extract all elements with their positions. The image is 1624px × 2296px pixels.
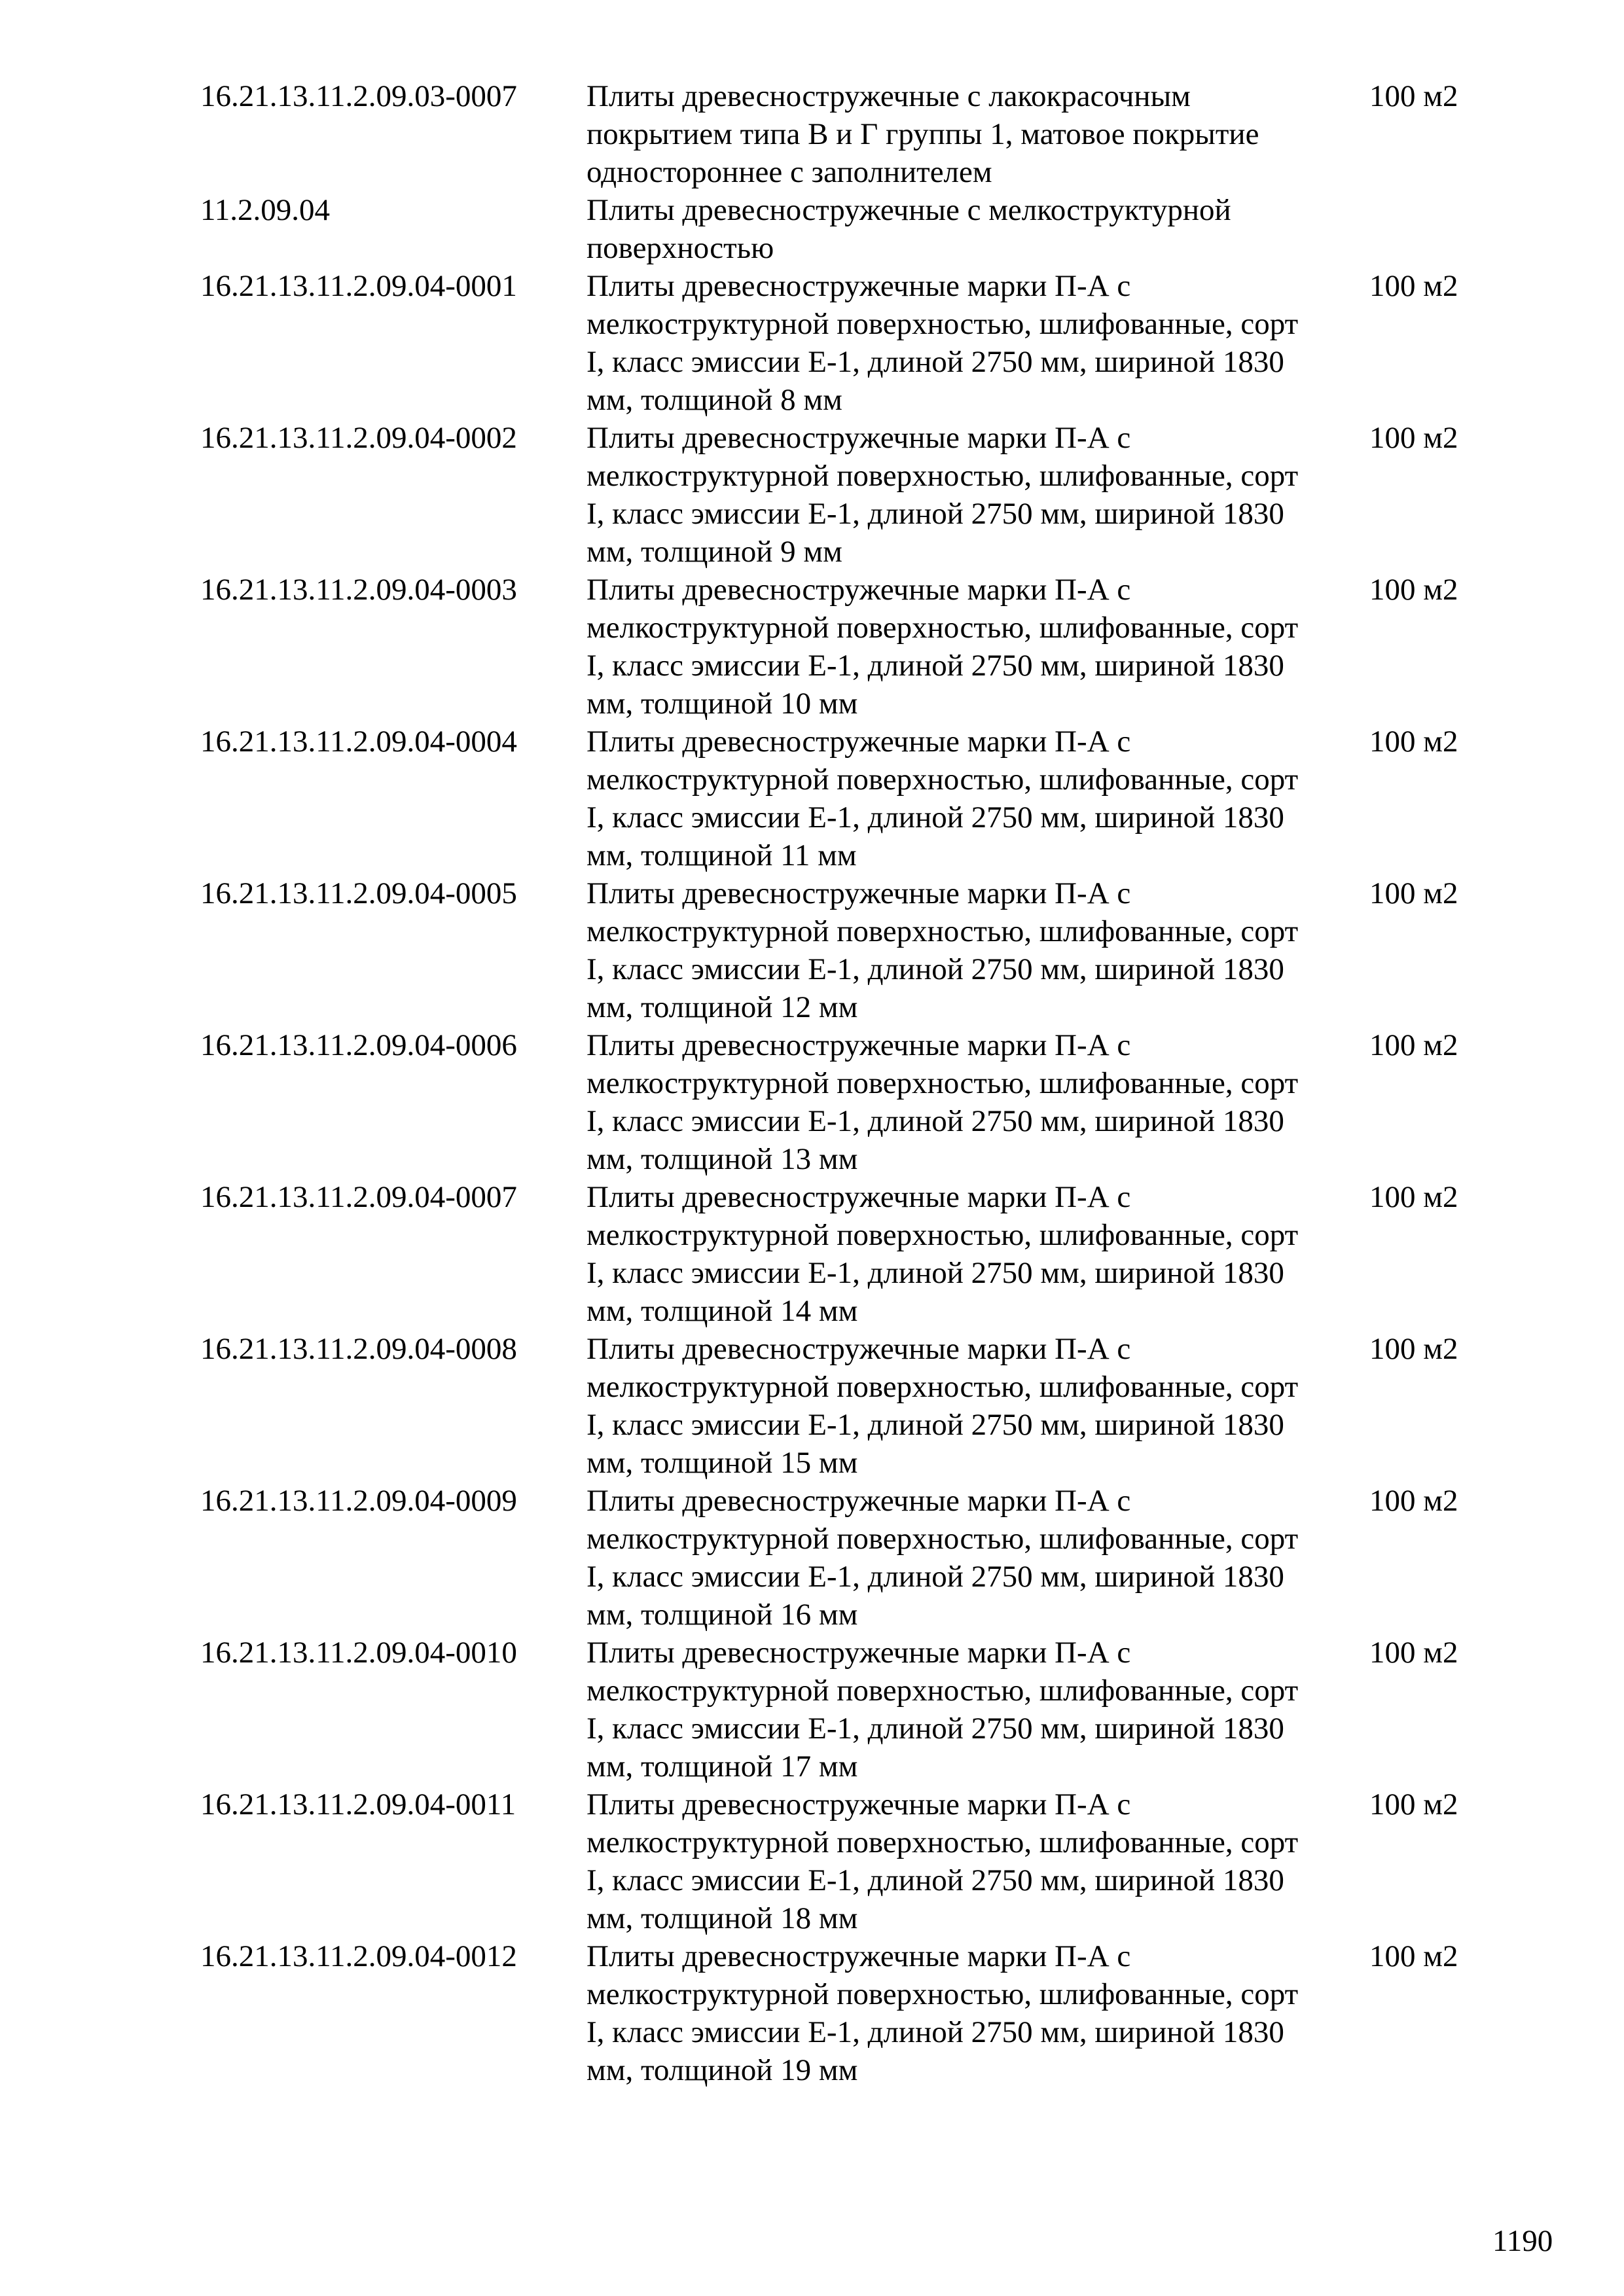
table-row: [200, 267, 1477, 419]
item-code: 16.21.13.11.2.09.04-0009: [200, 1484, 517, 1518]
group-title: Плиты древесностружечные с мелкоструктурной поверхностью: [586, 193, 1231, 265]
item-description: Плиты древесностружечные марки П-А с мелкоструктурной поверхностью, шлифованные, сорт I, класс эмиссии Е-1, длиной 2750 мм, шириной 1830 мм, толщиной 13 мм: [586, 1028, 1299, 1176]
item-code: 16.21.13.11.2.09.04-0006: [200, 1028, 517, 1062]
item-code: 16.21.13.11.2.09.04-0002: [200, 421, 517, 455]
table-row: [200, 1178, 1477, 1330]
item-description: Плиты древесностружечные марки П-А с мелкоструктурной поверхностью, шлифованные, сорт I, класс эмиссии Е-1, длиной 2750 мм, шириной 1830 мм, толщиной 10 мм: [586, 573, 1299, 721]
item-description: Плиты древесностружечные марки П-А с мелкоструктурной поверхностью, шлифованные, сорт I, класс эмиссии Е-1, длиной 2750 мм, шириной 1830 мм, толщиной 19 мм: [586, 1939, 1299, 2087]
item-code: 16.21.13.11.2.09.04-0010: [200, 1636, 517, 1670]
item-unit: 100 м2: [1369, 1484, 1458, 1518]
item-unit: 100 м2: [1369, 573, 1458, 607]
item-code: 16.21.13.11.2.09.04-0004: [200, 725, 517, 759]
price-table: [200, 77, 1477, 2089]
item-description: Плиты древесностружечные марки П-А с мелкоструктурной поверхностью, шлифованные, сорт I, класс эмиссии Е-1, длиной 2750 мм, шириной 1830 мм, толщиной 11 мм: [586, 725, 1299, 872]
table-row: [200, 571, 1477, 723]
item-unit: 100 м2: [1369, 1787, 1458, 1821]
item-code: 16.21.13.11.2.09.04-0005: [200, 876, 517, 910]
item-unit: 100 м2: [1369, 421, 1458, 455]
item-code: 16.21.13.11.2.09.04-0011: [200, 1787, 516, 1821]
item-code: 16.21.13.11.2.09.04-0007: [200, 1180, 517, 1214]
item-code: 16.21.13.11.2.09.04-0008: [200, 1332, 517, 1366]
item-unit: 100 м2: [1369, 269, 1458, 303]
item-description: Плиты древесностружечные марки П-А с мелкоструктурной поверхностью, шлифованные, сорт I, класс эмиссии Е-1, длиной 2750 мм, шириной 1830 мм, толщиной 8 мм: [586, 269, 1299, 417]
item-unit: 100 м2: [1369, 79, 1458, 113]
item-description: Плиты древесностружечные марки П-А с мелкоструктурной поверхностью, шлифованные, сорт I, класс эмиссии Е-1, длиной 2750 мм, шириной 1830 мм, толщиной 9 мм: [586, 421, 1299, 569]
table-row: [200, 419, 1477, 571]
item-unit: 100 м2: [1369, 876, 1458, 910]
table-row: [200, 1026, 1477, 1178]
item-unit: 100 м2: [1369, 1332, 1458, 1366]
table-row: [200, 1785, 1477, 1937]
item-unit: 100 м2: [1369, 725, 1458, 759]
item-description: Плиты древесностружечные марки П-А с мелкоструктурной поверхностью, шлифованные, сорт I, класс эмиссии Е-1, длиной 2750 мм, шириной 1830 мм, толщиной 17 мм: [586, 1636, 1299, 1784]
table-row: [200, 874, 1477, 1026]
item-code: 16.21.13.11.2.09.03-0007: [200, 79, 517, 113]
table-row: [200, 1482, 1477, 1634]
item-description: Плиты древесностружечные с лакокрасочным покрытием типа В и Г группы 1, матовое покрытие одностороннее с заполнителем: [586, 79, 1259, 189]
item-code: 16.21.13.11.2.09.04-0003: [200, 573, 517, 607]
item-unit: 100 м2: [1369, 1939, 1458, 1973]
page-number: 1190: [1492, 2224, 1553, 2258]
table-row: [200, 723, 1477, 874]
item-description: Плиты древесностружечные марки П-А с мелкоструктурной поверхностью, шлифованные, сорт I, класс эмиссии Е-1, длиной 2750 мм, шириной 1830 мм, толщиной 16 мм: [586, 1484, 1299, 1632]
table-row: [200, 1937, 1477, 2089]
item-unit: 100 м2: [1369, 1180, 1458, 1214]
item-description: Плиты древесностружечные марки П-А с мелкоструктурной поверхностью, шлифованные, сорт I, класс эмиссии Е-1, длиной 2750 мм, шириной 1830 мм, толщиной 15 мм: [586, 1332, 1299, 1480]
item-description: Плиты древесностружечные марки П-А с мелкоструктурной поверхностью, шлифованные, сорт I, класс эмиссии Е-1, длиной 2750 мм, шириной 1830 мм, толщиной 14 мм: [586, 1180, 1299, 1328]
item-code: 16.21.13.11.2.09.04-0001: [200, 269, 517, 303]
item-description: Плиты древесностружечные марки П-А с мелкоструктурной поверхностью, шлифованные, сорт I, класс эмиссии Е-1, длиной 2750 мм, шириной 1830 мм, толщиной 12 мм: [586, 876, 1299, 1024]
group-code: 11.2.09.04: [200, 193, 331, 227]
item-code: 16.21.13.11.2.09.04-0012: [200, 1939, 517, 1973]
table-row: [200, 1330, 1477, 1482]
table-row: [200, 77, 1477, 191]
item-unit: 100 м2: [1369, 1028, 1458, 1062]
table-row: [200, 1634, 1477, 1785]
table-row-group-header: [200, 191, 1477, 267]
item-description: Плиты древесностружечные марки П-А с мелкоструктурной поверхностью, шлифованные, сорт I, класс эмиссии Е-1, длиной 2750 мм, шириной 1830 мм, толщиной 18 мм: [586, 1787, 1299, 1935]
item-unit: 100 м2: [1369, 1636, 1458, 1670]
